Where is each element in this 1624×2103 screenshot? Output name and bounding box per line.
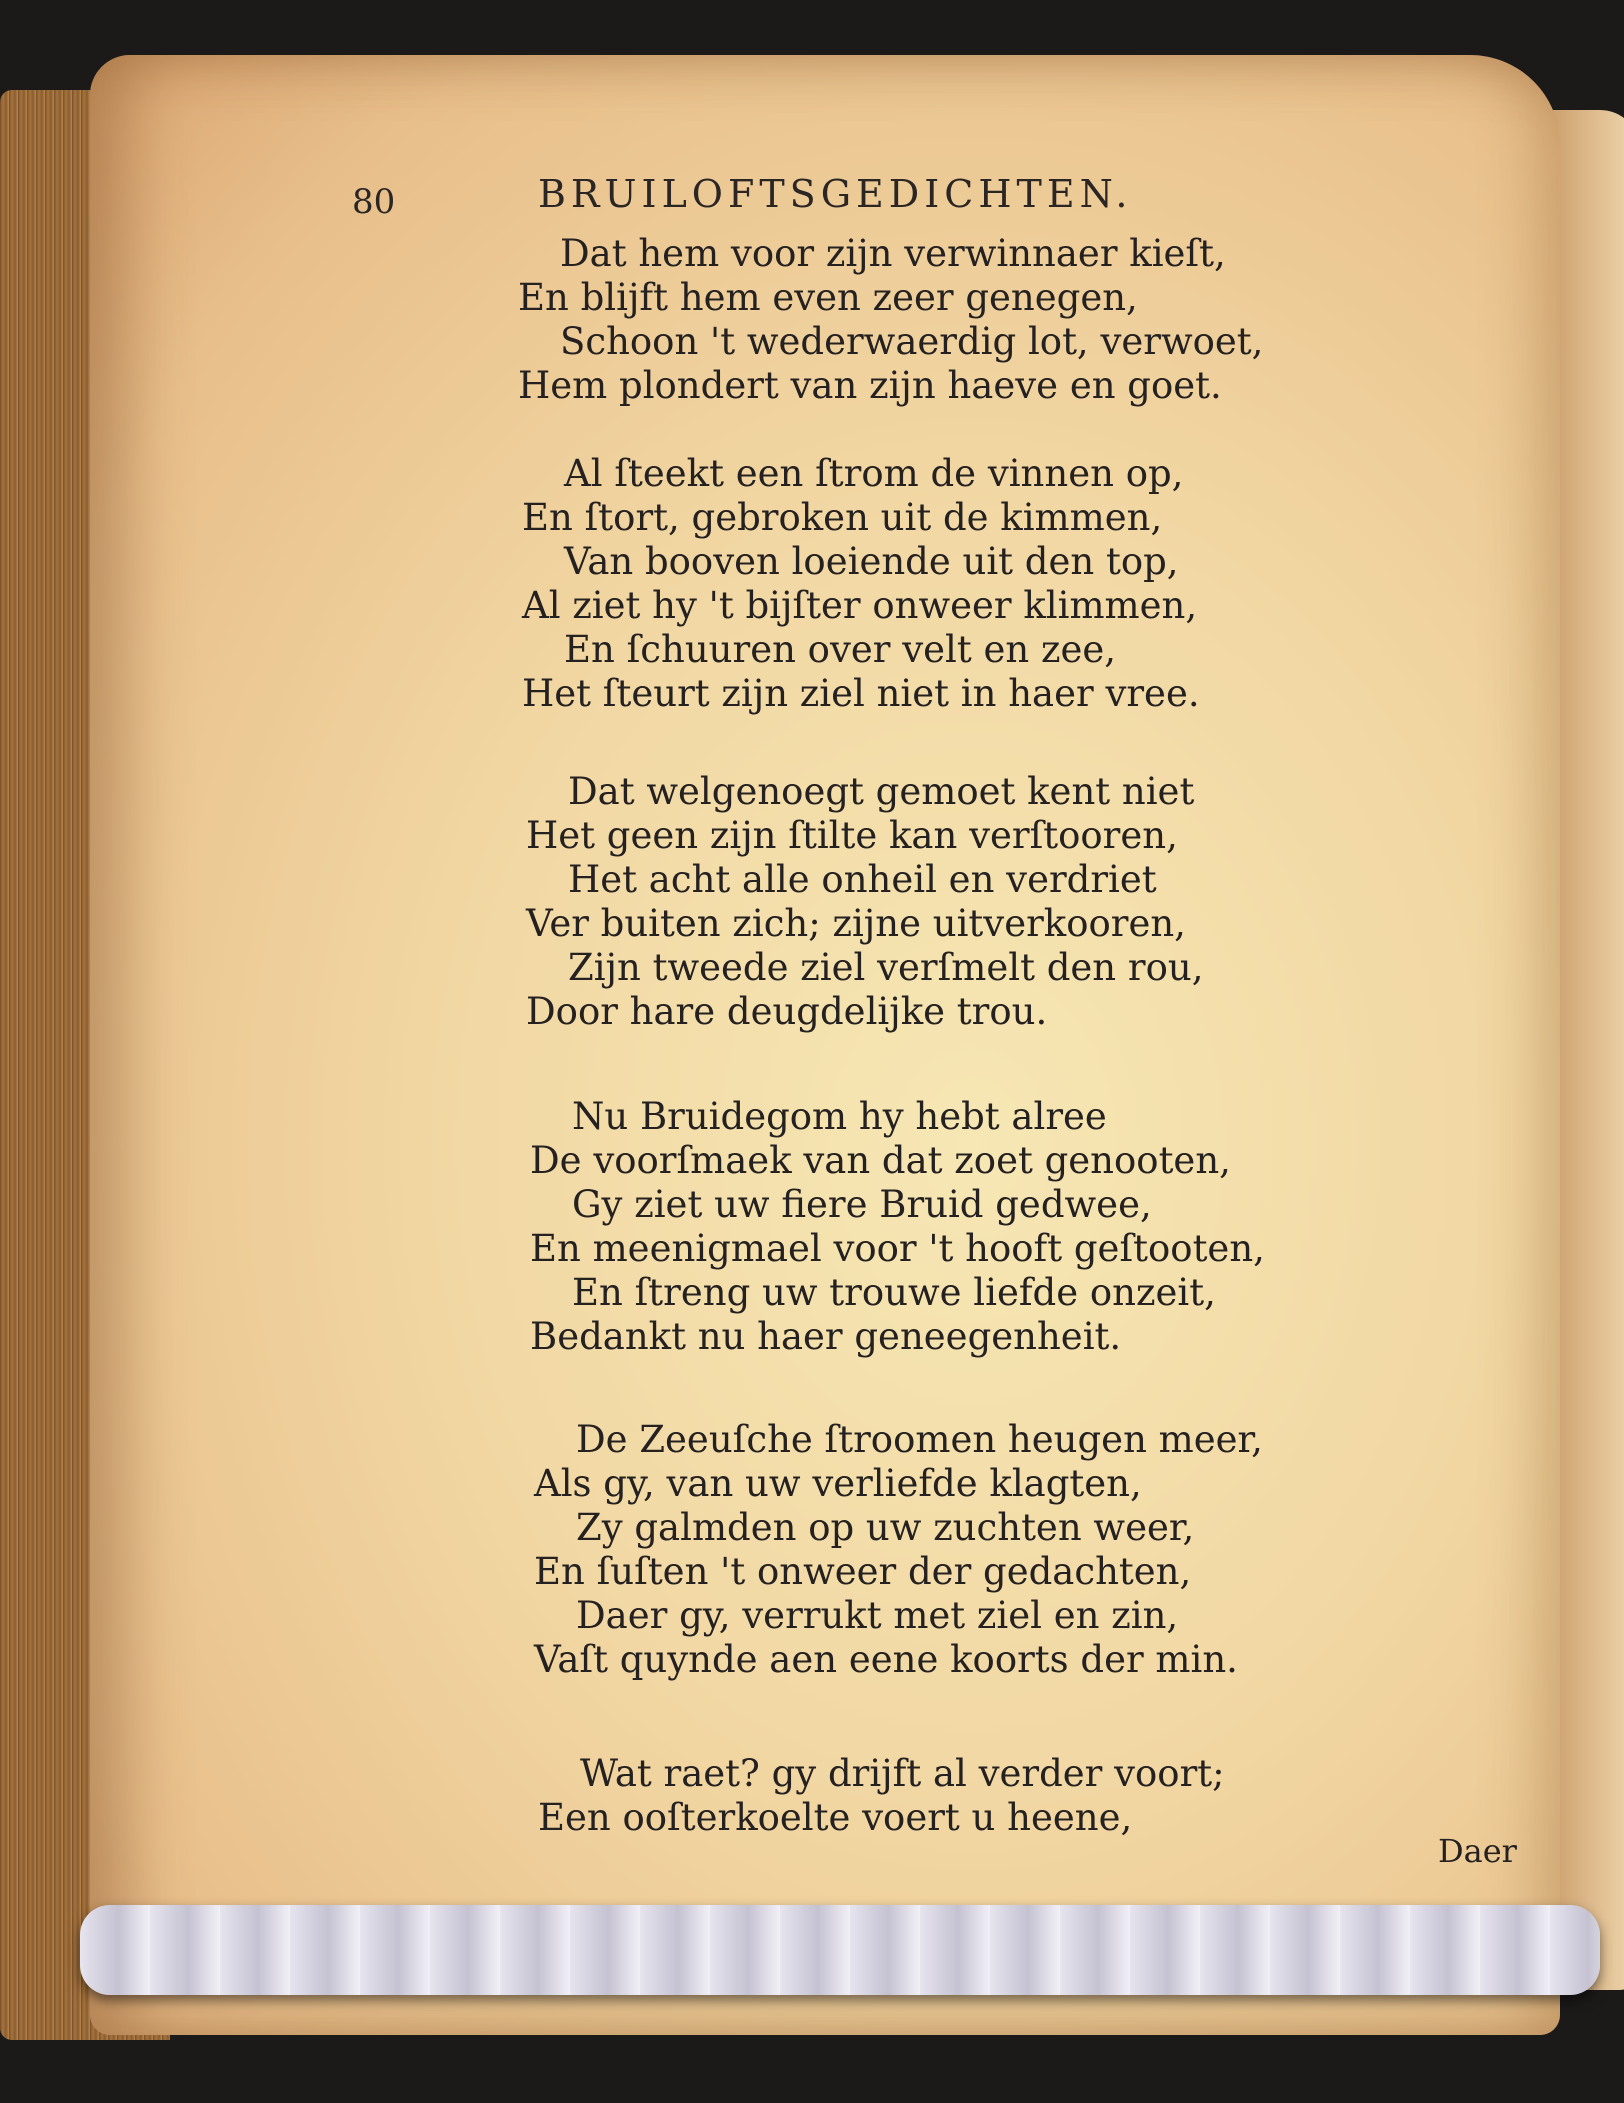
poem-line: En meenigmael voor 't hooft geſtooten,: [530, 1227, 1265, 1270]
poem-line: En ſtort, gebroken uit de kimmen,: [522, 496, 1163, 539]
poem-line: Door hare deugdelijke trou.: [526, 990, 1048, 1033]
page-number: 80: [352, 182, 396, 222]
poem-line: Al ſteekt een ſtrom de vinnen op,: [564, 452, 1184, 495]
running-title: BRUILOFTSGEDICHTEN.: [538, 172, 1133, 216]
poem-line: Daer gy, verrukt met ziel en zin,: [576, 1594, 1179, 1637]
poem-line: De voorſmaek van dat zoet genooten,: [530, 1139, 1231, 1182]
catchword: Daer: [1438, 1832, 1517, 1870]
poem-line: Dat welgenoegt gemoet kent niet: [568, 770, 1195, 813]
poem-line: Zy galmden op uw zuchten weer,: [576, 1506, 1195, 1549]
poem-line: Ver buiten zich; zijne uitverkooren,: [526, 902, 1186, 945]
poem-line: En ſtreng uw trouwe liefde onzeit,: [572, 1271, 1216, 1314]
page-clip-cord: [80, 1905, 1600, 1995]
poem-line: Een ooſterkoelte voert u heene,: [538, 1796, 1133, 1839]
poem-line: Hem plondert van zijn haeve en goet.: [518, 364, 1222, 407]
poem-line: Van booven loeiende uit den top,: [564, 540, 1179, 583]
poem-line: Zijn tweede ziel verſmelt den rou,: [568, 946, 1204, 989]
poem-line: Het acht alle onheil en verdriet: [568, 858, 1157, 901]
poem-line: Nu Bruidegom hy hebt alree: [572, 1095, 1107, 1138]
poem-line: De Zeeuſche ſtroomen heugen meer,: [576, 1418, 1263, 1461]
poem-line: Al ziet hy 't bijſter onweer klimmen,: [522, 584, 1198, 627]
poem-line: Het ſteurt zijn ziel niet in haer vree.: [522, 672, 1200, 715]
poem-line: Als gy, van uw verliefde klagten,: [534, 1462, 1142, 1505]
poem-line: Wat raet? gy drijft al verder voort;: [580, 1752, 1225, 1795]
poem-line: Dat hem voor zijn verwinnaer kieſt,: [560, 232, 1226, 275]
poem-line: En ſchuuren over velt en zee,: [564, 628, 1117, 671]
poem-line: Het geen zijn ſtilte kan verſtooren,: [526, 814, 1178, 857]
poem-line: Gy ziet uw fiere Bruid gedwee,: [572, 1183, 1152, 1226]
poem-line: Vaſt quynde aen eene koorts der min.: [534, 1638, 1238, 1681]
poem-line: Schoon 't wederwaerdig lot, verwoet,: [560, 320, 1264, 363]
poem-line: En blijft hem even zeer genegen,: [518, 276, 1138, 319]
poem-line: En ſuſten 't onweer der gedachten,: [534, 1550, 1192, 1593]
poem-line: Bedankt nu haer geneegenheit.: [530, 1315, 1122, 1358]
